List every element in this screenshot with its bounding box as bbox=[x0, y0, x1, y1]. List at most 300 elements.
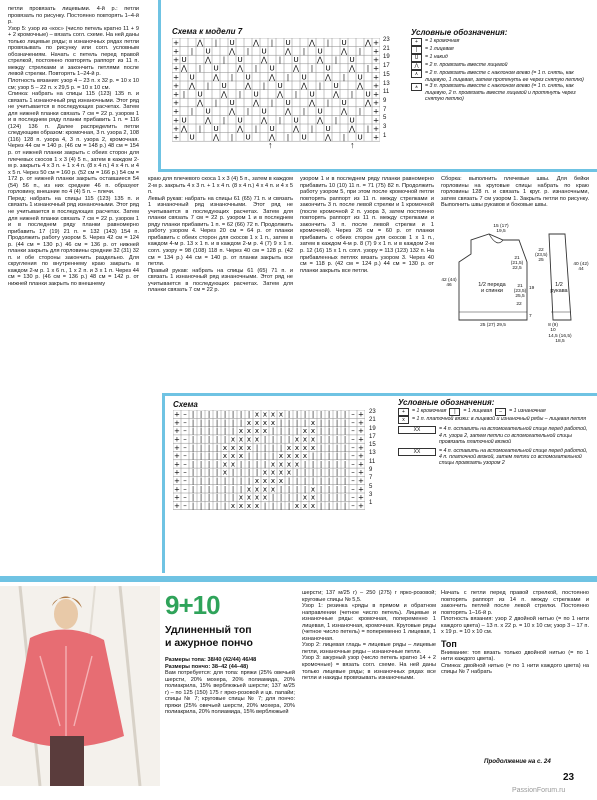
paragraph: узором 1 и в последнем ряду планки равномерно прибавить 10 (10) 11 п. = 71 (75) 82 п. Продолжить работу узором 5, при этом после кромочной петли повторять раппорт из 11 п. между стрелками и закончить 3 п. после левой стрелки и 1 кромочной (после кромочной 2 п. узора 3, затем постоянно повторять раппорт из 11 п. между стрелками и закончить 3 п. после левой стрелки и 1 кромочной). Через 26 см = 60 р. от планки прибавить с обеих сторон для скосов 1 х 1 п., затем в каждом 4-м р. 8 (7) 9 х 1 п. и в каждом 2-м р. 12 (16) 15 х 1 п. согл. узору = 113 (123) 132 п. На прибавленных петлях вязать узором 3. Через 40 см = 118 р. (42 см = 124 р.) 44 см = 130 р. от планки закрыть все петли. bbox=[300, 176, 434, 274]
legend-item bbox=[411, 38, 586, 46]
chart-cell-symbol: x bbox=[230, 434, 236, 444]
chart-cell-symbol: U bbox=[285, 38, 291, 47]
chart-cell-symbol: | bbox=[327, 434, 331, 444]
chart-cell-symbol: | bbox=[271, 500, 275, 510]
chart-cell-symbol: x bbox=[310, 426, 316, 436]
chart-cell-symbol: – bbox=[183, 492, 187, 502]
chart-cell-symbol: ⋀ bbox=[253, 98, 259, 108]
chart-cell-symbol: | bbox=[199, 417, 203, 427]
row-number: 7 bbox=[369, 475, 373, 482]
chart-cell-symbol: x bbox=[222, 442, 228, 452]
legend-text: = 1 накид bbox=[425, 54, 448, 61]
chart-cell-symbol: | bbox=[247, 451, 251, 461]
chart-cell-symbol: | bbox=[231, 467, 235, 477]
chart-cell-symbol: | bbox=[311, 410, 315, 419]
chart-cell-symbol: – bbox=[351, 492, 355, 502]
chart-cell-symbol: x bbox=[246, 417, 252, 427]
chart-cell-symbol: | bbox=[223, 426, 227, 436]
chart-cell-symbol: | bbox=[223, 492, 227, 502]
chart-cell-symbol: | bbox=[254, 63, 258, 73]
chart-cell-symbol: | bbox=[319, 476, 323, 486]
schematic-labels bbox=[441, 222, 591, 350]
row-number: 17 bbox=[369, 433, 376, 440]
chart-cell-symbol: x bbox=[254, 500, 260, 510]
chart-cell-symbol: | bbox=[239, 417, 243, 427]
chart-cell-symbol: | bbox=[215, 451, 219, 461]
chart-cell-symbol: U bbox=[237, 55, 243, 65]
chart-cell-symbol: | bbox=[239, 467, 243, 477]
chart-cell-symbol: ⋀ bbox=[293, 63, 299, 73]
chart-cell-symbol: | bbox=[335, 467, 339, 477]
chart-cell-symbol: | bbox=[334, 115, 338, 125]
chart-cell-symbol: | bbox=[207, 467, 211, 477]
chart-cell-symbol: U bbox=[293, 115, 299, 125]
row-number: 19 bbox=[369, 425, 376, 432]
chart-cell-symbol: + bbox=[358, 434, 364, 444]
chart-cell-symbol: + bbox=[172, 115, 180, 125]
chart-cell-symbol: x bbox=[246, 426, 252, 436]
column-2 bbox=[148, 176, 293, 294]
chart-cell-symbol: | bbox=[215, 476, 219, 486]
chart-cell-symbol: – bbox=[183, 417, 187, 427]
row-number: 21 bbox=[369, 417, 376, 424]
chart-cell-symbol: | bbox=[303, 459, 307, 469]
legend-text: = 4 п. оставить на вспомогательной спице перед работой, 4 п. узора 2, затем петли со вспомогательной спицы провязать платочной вязкой bbox=[439, 426, 588, 446]
row-number: 7 bbox=[383, 106, 387, 113]
row-number: 15 bbox=[383, 71, 390, 78]
chart-cell-symbol: – bbox=[183, 467, 187, 477]
chart-cell-symbol: – bbox=[351, 476, 355, 486]
chart-cell-symbol: ⋀ bbox=[301, 80, 307, 90]
chart-cell-symbol: | bbox=[255, 451, 259, 461]
chart-cell-symbol: + bbox=[372, 46, 380, 56]
chart-cell-symbol: x bbox=[254, 426, 260, 436]
chart-cell-symbol: + bbox=[372, 132, 380, 142]
dim-label: 22 (23,5) 25 bbox=[535, 248, 548, 263]
chart-cell-symbol: | bbox=[279, 417, 283, 427]
chart-cell-symbol: + bbox=[172, 89, 180, 99]
chart-cell-symbol: U bbox=[365, 89, 371, 99]
chart-cell-symbol: – bbox=[351, 459, 355, 469]
chart-cell-symbol: | bbox=[327, 467, 331, 477]
paragraph: Начать с петли перед правой стрелкой, постоянно повторять раппорт из 14 п. между стрелками и закончить петлей после левой стрелки. Постоянно повторять 1–16-й р. bbox=[441, 590, 589, 616]
chart-cell-symbol: + bbox=[174, 451, 180, 461]
chart-cell-symbol: | bbox=[311, 476, 315, 486]
chart-2-title: Схема bbox=[173, 400, 198, 409]
chart-cell-symbol: x bbox=[254, 417, 260, 427]
chart-cell-symbol: | bbox=[335, 484, 339, 494]
chart-cell-symbol: + bbox=[174, 434, 180, 444]
paragraph: краю для плечевого скоса 1 х 3 (4) 5 п., затем в каждом 2-м р. закрыть 4 х 3 п. + 1 х 4 п. (8 х 4 п.) 4 х 4 п. и 4 х 5 п. bbox=[148, 176, 293, 196]
chart-cell-symbol: | bbox=[366, 123, 370, 133]
bottom-column-2 bbox=[302, 590, 436, 682]
dim-label: 25 (27) 29,5 bbox=[480, 323, 506, 328]
chart-cell-symbol: U bbox=[357, 72, 363, 82]
chart-cell-symbol: | bbox=[263, 500, 267, 510]
chart-cell-symbol: ⋀ bbox=[229, 106, 235, 116]
chart-cell-symbol: + bbox=[172, 80, 180, 90]
chart-cell-symbol: U bbox=[269, 63, 275, 73]
row-number: 5 bbox=[383, 115, 387, 122]
chart-cell-symbol: | bbox=[191, 500, 195, 510]
row-number: 9 bbox=[383, 97, 387, 104]
site-watermark: PassionForum.ru bbox=[512, 787, 566, 794]
chart-cell-symbol: x bbox=[262, 410, 268, 419]
chart-cell-symbol: x bbox=[302, 451, 308, 461]
chart-cell-symbol: | bbox=[319, 484, 323, 494]
paragraph: Перед: набрать на спицы 115 (123) 135 п. и связать 1 изнаночный ряд изнаночными. Этот ряд не учитывается в последующих расчетах. Затем для нижней планки связать 7 см = 22 р. узором 1 и в последнем ряду планки равномерно прибавить 17 (19) 21 п. = 132 (143) 154 п. Продолжить работу узором 5. Через 42 см = 124 р. (44 см = 130 р.) 46 см = 136 р. от нижней планки закрыть для горловины средние 32 (31) 32 п. и обе стороны закончить раздельно. Для скругления по внутреннему краю закрыть в каждом 2-м р. 1 х 6 п., 1 х 2 п. и 3 х 1 п. Через 44 см = 130 р. (46 см = 136 р.) 48 см = 142 р. от нижней планки закрыть по внешнему bbox=[8, 195, 139, 287]
chart-1-title: Схема к модели 7 bbox=[172, 27, 243, 36]
chart-cell-symbol: – bbox=[351, 426, 355, 436]
chart-cell-symbol: ⋀ bbox=[293, 123, 299, 133]
chart-cell-symbol: | bbox=[207, 459, 211, 469]
chart-cell-symbol: | bbox=[207, 492, 211, 502]
page-number: 23 bbox=[563, 772, 575, 783]
chart-cell-symbol: | bbox=[239, 484, 243, 494]
chart-cell-symbol: | bbox=[263, 442, 267, 452]
chart-cell-symbol: | bbox=[327, 484, 331, 494]
chart-cell-symbol: U bbox=[357, 132, 363, 142]
chart-cell-symbol: U bbox=[301, 132, 307, 142]
chart-cell-symbol: | bbox=[303, 410, 307, 419]
chart-cell-symbol: x bbox=[294, 434, 300, 444]
chart-cell-symbol: | bbox=[295, 417, 299, 427]
chart-cell-symbol: x bbox=[286, 467, 292, 477]
chart-cell-symbol: | bbox=[303, 476, 307, 486]
chart-cell-symbol: | bbox=[254, 123, 258, 133]
chart-cell-symbol: | bbox=[335, 442, 339, 452]
chart-cell-symbol: ⋀ bbox=[325, 72, 331, 82]
chart-cell-symbol: | bbox=[246, 46, 250, 56]
section-divider bbox=[0, 576, 597, 582]
chart-cell-symbol: U bbox=[301, 72, 307, 82]
chart-cell-symbol: | bbox=[327, 442, 331, 452]
chart-cell-symbol: – bbox=[183, 434, 187, 444]
chart-cell-symbol: | bbox=[215, 426, 219, 436]
row-number: 9 bbox=[369, 467, 373, 474]
chart-cell-symbol: | bbox=[230, 132, 234, 142]
row-number: 3 bbox=[369, 491, 373, 498]
chart-cell-symbol: | bbox=[230, 72, 234, 82]
chart-cell-symbol: | bbox=[343, 500, 347, 510]
chart-cell-symbol: ⋀ bbox=[237, 63, 243, 73]
chart-cell-symbol: | bbox=[231, 410, 235, 419]
chart-cell-symbol: | bbox=[223, 476, 227, 486]
chart-cell-symbol: – bbox=[351, 442, 355, 452]
chart-cell-symbol: | bbox=[343, 459, 347, 469]
chart-cell-symbol: | bbox=[335, 459, 339, 469]
chart-cell-symbol: | bbox=[350, 89, 354, 99]
chart-cell-symbol: | bbox=[270, 38, 274, 47]
chart-cell-symbol: ⋀ bbox=[285, 46, 291, 56]
chart-cell-symbol: – bbox=[183, 451, 187, 461]
arrow-up-icon: ↑ bbox=[268, 140, 273, 150]
edge-stitch-icon: + bbox=[398, 408, 409, 416]
chart-cell-symbol: | bbox=[207, 426, 211, 436]
row-number: 23 bbox=[383, 37, 390, 43]
chart-cell-symbol: ⋀ bbox=[245, 80, 251, 90]
chart-cell-symbol: | bbox=[343, 492, 347, 502]
chart-cell-symbol: + bbox=[172, 38, 180, 47]
chart-cell-symbol: | bbox=[231, 492, 235, 502]
bottom-column-1 bbox=[165, 657, 295, 716]
chart-cell-symbol: + bbox=[174, 426, 180, 436]
chart-cell-symbol: U bbox=[213, 63, 219, 73]
chart-cell-symbol: x bbox=[238, 434, 244, 444]
chart-cell-symbol: | bbox=[294, 89, 298, 99]
chart-cell-symbol: | bbox=[318, 80, 322, 90]
chart-cell-symbol: x bbox=[294, 459, 300, 469]
row-number: 1 bbox=[369, 500, 373, 507]
chart-cell-symbol: x bbox=[286, 442, 292, 452]
knit-stitch-icon: | bbox=[411, 46, 422, 54]
chart-cell-symbol: x bbox=[278, 476, 284, 486]
chart-cell-symbol: x bbox=[246, 484, 252, 494]
chart-cell-symbol: x bbox=[262, 492, 268, 502]
chart-cell-symbol: ⋀ bbox=[333, 89, 339, 99]
paragraph: Размеры пончо: 38–42 (44–48) bbox=[165, 663, 249, 670]
legend-title: Условные обозначения: bbox=[398, 398, 495, 407]
chart-cell-symbol: U bbox=[229, 38, 235, 47]
chart-cell-symbol: x bbox=[262, 476, 268, 486]
chart-cell-symbol: + bbox=[172, 123, 180, 133]
row-number: 17 bbox=[383, 63, 390, 70]
model-photo bbox=[0, 586, 160, 786]
chart-cell-symbol: + bbox=[358, 492, 364, 502]
chart-cell-symbol: | bbox=[271, 492, 275, 502]
cable-back-icon: XX bbox=[398, 448, 436, 456]
knit-stitch-icon: | bbox=[449, 408, 460, 416]
chart-cell-symbol: x bbox=[286, 451, 292, 461]
chart-cell-symbol: | bbox=[310, 123, 314, 133]
bottom-column-3 bbox=[441, 590, 589, 676]
chart-cell-symbol: | bbox=[191, 492, 195, 502]
chart-cell-symbol: x bbox=[262, 484, 268, 494]
chart-cell-symbol: | bbox=[303, 417, 307, 427]
chart-cell-symbol: | bbox=[311, 451, 315, 461]
chart-cell-symbol: + bbox=[372, 123, 380, 133]
chart-cell-symbol: x bbox=[270, 410, 276, 419]
chart-cell-symbol: | bbox=[191, 410, 195, 419]
chart-cell-symbol: + bbox=[174, 492, 180, 502]
chart-cell-symbol: | bbox=[358, 46, 362, 56]
chart-cell-symbol: x bbox=[254, 434, 260, 444]
sleeve-label: 1/2 рукава bbox=[550, 282, 568, 294]
chart-cell-symbol: + bbox=[372, 98, 380, 108]
chart-cell-symbol: – bbox=[183, 459, 187, 469]
chart-cell-symbol: x bbox=[270, 417, 276, 427]
legend-item bbox=[411, 70, 586, 83]
chart-cell-symbol: x bbox=[254, 492, 260, 502]
chart-cell-symbol: | bbox=[271, 442, 275, 452]
paragraph: Спинка: набрать на спицы 115 (123) 135 п. и связать 1 изнаночный ряд изнаночными. Этот ряд не учитывается в последующих расчетах. Затем для нижней планки связать 7 см = 22 р. узором 1 и в последнем ряду планки прибавить 1 п. = 116 (124) 136 п. Далее распределить петли следующим образом: кромочная, 3 п. узора 2, 108 (116) 128 п. узора 4, 3 п. узора 2, кромочная. Через 44 см = 140 р. (46 см = 148 р.) 48 см = 154 р. от нижней планки закрыть с обеих сторон для плечевых скосов 1 х 3 (4) 5 п., затем в каждом 2-м р. закрыть 4 х 3 п. + 1 х 4 п. (8 х 4 п.) 4 х 4 п. и 4 х 5 п. Через 50 см = 160 р. (52 см = 166 р.) 54 см = 172 р. от нижней планки закрыть оставшиеся 54 (54) 56 п., из них средние 46 п. образуют горловину, внешние по 4 (4) 5 п. – плечи. bbox=[8, 91, 139, 196]
chart-cell-symbol: | bbox=[215, 500, 219, 510]
chart-cell-symbol: | bbox=[231, 417, 235, 427]
chart-cell-symbol: | bbox=[286, 132, 290, 142]
paragraph: Узор 3: ажурный узор (число петель кратно 14 + 2 кромочные) = вязать согл. схеме. На ней даны только лицевые ряды; в изнаночных рядах все петли и накиды провязывать изнаночными. bbox=[302, 655, 436, 682]
ssk-icon: ⋏ bbox=[411, 70, 422, 78]
chart-cell-symbol: | bbox=[199, 442, 203, 452]
chart-cell-symbol: | bbox=[271, 434, 275, 444]
chart-2-legend bbox=[398, 400, 590, 467]
chart-cell-symbol: | bbox=[279, 442, 283, 452]
row-number: 15 bbox=[369, 442, 376, 449]
chart-cell-symbol: | bbox=[207, 451, 211, 461]
chart-cell-symbol: x bbox=[270, 484, 276, 494]
dim-label: 21 (23,5) 25,5 bbox=[513, 284, 527, 299]
chart-cell-symbol: U bbox=[205, 46, 211, 56]
chart-cell-symbol: U bbox=[237, 115, 243, 125]
chart-cell-symbol: | bbox=[255, 442, 259, 452]
chart-cell-symbol: x bbox=[254, 476, 260, 486]
chart-cell-symbol: | bbox=[279, 434, 283, 444]
chart-cell-symbol: + bbox=[372, 80, 380, 90]
chart-cell-symbol: | bbox=[327, 459, 331, 469]
row-number: 5 bbox=[369, 483, 373, 490]
paragraph: Спинка: двойной нитью (= по 1 нити каждого цвета) на спицы № 7 набрать bbox=[441, 662, 589, 676]
chart-cell-symbol: | bbox=[343, 410, 347, 419]
chart-cell-symbol: | bbox=[214, 38, 218, 47]
chart-cell-symbol: x bbox=[230, 500, 236, 510]
legend-item bbox=[411, 62, 586, 70]
chart-cell-symbol: | bbox=[342, 132, 346, 142]
chart-cell-symbol: + bbox=[172, 63, 180, 73]
chart-cell-symbol: | bbox=[343, 442, 347, 452]
row-number: 13 bbox=[369, 450, 376, 457]
chart-cell-symbol: | bbox=[319, 451, 323, 461]
chart-cell-symbol: ⋀ bbox=[213, 72, 219, 82]
chart-cell-symbol: x bbox=[262, 417, 268, 427]
chart-cell-symbol: x bbox=[254, 410, 260, 419]
chart-cell-symbol: x bbox=[310, 492, 316, 502]
chart-cell-symbol: | bbox=[295, 426, 299, 436]
chart-cell-symbol: | bbox=[343, 467, 347, 477]
column-4 bbox=[441, 176, 589, 209]
chart-cell-symbol: ⋀ bbox=[197, 38, 203, 47]
chart-cell-symbol: x bbox=[262, 426, 268, 436]
chart-cell-symbol: | bbox=[295, 484, 299, 494]
cable-front-icon: XX bbox=[398, 426, 436, 434]
chart-cell-symbol: | bbox=[343, 434, 347, 444]
chart-cell-symbol: | bbox=[215, 459, 219, 469]
chart-cell-symbol: | bbox=[335, 410, 339, 419]
chart-1-arrows bbox=[172, 140, 380, 152]
chart-cell-symbol: ⋀ bbox=[349, 63, 355, 73]
chart-cell-symbol: + bbox=[172, 46, 180, 56]
chart-cell-symbol: + bbox=[358, 476, 364, 486]
chart-cell-symbol: | bbox=[199, 434, 203, 444]
chart-cell-symbol: | bbox=[191, 484, 195, 494]
chart-cell-symbol: | bbox=[326, 38, 330, 47]
chart-cell-symbol: ⋀ bbox=[317, 115, 323, 125]
column-1 bbox=[8, 6, 139, 288]
chart-cell-symbol: + bbox=[172, 132, 180, 142]
chart-cell-symbol: | bbox=[215, 410, 219, 419]
chart-cell-symbol: | bbox=[335, 434, 339, 444]
chart-cell-symbol: U bbox=[333, 80, 339, 90]
garter-stitch-icon: x bbox=[398, 416, 409, 424]
chart-cell-symbol: U bbox=[317, 106, 323, 116]
chart-cell-symbol: x bbox=[222, 451, 228, 461]
chart-cell-symbol: + bbox=[174, 410, 180, 419]
chart-cell-symbol: ⋀ bbox=[365, 98, 371, 108]
legend-text: = 1 лицевая bbox=[463, 408, 493, 415]
paragraph: Размеры топа: 38/40 (42/44) 46/48 bbox=[165, 657, 257, 663]
chart-2-row-numbers bbox=[369, 408, 376, 508]
chart-cell-symbol: | bbox=[287, 417, 291, 427]
paragraph: Плотность вязания: узор 4 – 23 п. х 32 р. = 10 х 10 см; узор 5 – 22 п. х 29,5 р. = 10 х 10 см. bbox=[8, 78, 139, 91]
dim-label: 19 bbox=[529, 286, 535, 291]
chart-cell-symbol: ⋀ bbox=[277, 89, 283, 99]
chart-cell-symbol: | bbox=[319, 434, 323, 444]
chart-cell-symbol: | bbox=[278, 115, 282, 125]
legend-text: = 1 кромочная bbox=[425, 38, 460, 45]
chart-cell-symbol: | bbox=[199, 500, 203, 510]
chart-cell-symbol: | bbox=[327, 476, 331, 486]
legend-item bbox=[411, 83, 586, 102]
dim-label: 21 (21,5) 22,5 bbox=[510, 256, 524, 271]
row-number: 13 bbox=[383, 80, 390, 87]
chart-cell-symbol: | bbox=[247, 410, 251, 419]
chart-cell-symbol: x bbox=[278, 459, 284, 469]
chart-cell-symbol: | bbox=[327, 426, 331, 436]
chart-cell-symbol: x bbox=[270, 459, 276, 469]
chart-cell-symbol: x bbox=[310, 442, 316, 452]
chart-cell-symbol: | bbox=[263, 434, 267, 444]
chart-cell-symbol: | bbox=[287, 492, 291, 502]
chart-cell-symbol: | bbox=[247, 476, 251, 486]
chart-cell-symbol: + bbox=[174, 484, 180, 494]
chart-cell-symbol: | bbox=[295, 492, 299, 502]
chart-cell-symbol: | bbox=[198, 123, 202, 133]
chart-cell-symbol: x bbox=[286, 459, 292, 469]
row-number: 21 bbox=[383, 45, 390, 52]
chart-cell-symbol: x bbox=[238, 426, 244, 436]
chart-cell-symbol: | bbox=[255, 459, 259, 469]
chart-cell-symbol: U bbox=[213, 123, 219, 133]
chart-cell-symbol: – bbox=[351, 500, 355, 510]
chart-cell-symbol: x bbox=[302, 442, 308, 452]
row-number: 11 bbox=[383, 89, 390, 96]
chart-cell-symbol: U bbox=[269, 123, 275, 133]
chart-cell-symbol: x bbox=[238, 492, 244, 502]
chart-cell-symbol: | bbox=[310, 63, 314, 73]
chart-cell-symbol: + bbox=[358, 484, 364, 494]
legend-text: = 1 изнаночная bbox=[509, 408, 546, 415]
chart-cell-symbol: ⋀ bbox=[253, 38, 259, 47]
chart-cell-symbol: x bbox=[310, 484, 316, 494]
chart-cell-symbol: | bbox=[199, 467, 203, 477]
chart-cell-symbol: | bbox=[342, 72, 346, 82]
paragraph: Левый рукав: набрать на спицы 61 (65) 71 п. и связать 1 изнаночный ряд изнаночными. Этот ряд не учитывается в последующих расчетах. Затем для планки связать 7 см = 22 р. узором 1 и в последнем ряду планки прибавить 1 п. = 62 (66) 72 п. Продолжить работу узором 4. Через 20 см = 64 р. от планки прибавить с обеих сторон для скосов 1 х 1 п., затем в каждом 4-м р. 13 х 1 п. и в каждом 2-м р. 4 (7) 9 х 1 п. согл. узору = 98 (108) 118 п. Через 40 см = 128 р. (42 см = 134 р.) 44 см = 140 р. от планки закрыть все петли. bbox=[148, 195, 293, 268]
chart-cell-symbol: | bbox=[334, 55, 338, 65]
chart-cell-symbol: x bbox=[270, 467, 276, 477]
dim-label: 7 bbox=[529, 314, 532, 319]
chart-cell-symbol: | bbox=[303, 484, 307, 494]
chart-cell-symbol: | bbox=[215, 467, 219, 477]
paragraph: Вам потребуется: для топа: пряжи (25% овечьей шерсти, 20% мохера, 20% полиамида, 20% полиакрила, 15% верблюжьей шерсти; 137 м/25 г) – по 125 (150) 175 г ярко-розовой и цв. папайи; спицы № 7; круговые спицы № 7; для пончо: пряжи (25% овечьей шерсти, 20% мохера, 20% полиакрила, 20% полиамида, 15% верблюжьей bbox=[165, 670, 295, 716]
chart-cell-symbol: x bbox=[246, 442, 252, 452]
chart-cell-symbol: | bbox=[191, 451, 195, 461]
chart-cell-symbol: U bbox=[349, 115, 355, 125]
chart-cell-symbol: | bbox=[287, 410, 291, 419]
chart-cell-symbol: | bbox=[207, 417, 211, 427]
chart-cell-symbol: + bbox=[372, 38, 380, 47]
chart-cell-symbol: + bbox=[358, 442, 364, 452]
chart-cell-symbol: + bbox=[358, 426, 364, 436]
chart-cell-symbol: | bbox=[319, 410, 323, 419]
chart-cell-symbol: | bbox=[239, 476, 243, 486]
